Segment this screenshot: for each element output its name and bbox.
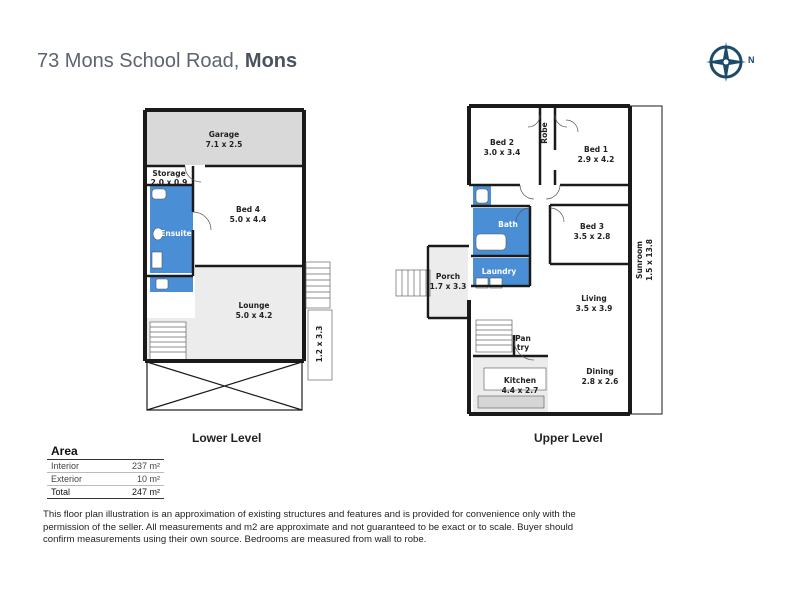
- area-row-value: 10 m²: [136, 474, 160, 484]
- area-row: [47, 460, 164, 473]
- disclaimer-text: This floor plan illustration is an approximation of existing structures and features and is provided for convenience only with the permission of the seller. All measurements and m2 are approximate and not guaranteed to be exact or to scale. Buyer should confirm measurements using their own source. Bedrooms are measured from wall to robe.: [43, 509, 576, 546]
- pantry-label-2: try: [516, 343, 530, 352]
- address-street: 73 Mons School Road,: [37, 50, 240, 72]
- porch-label: Porch: [435, 272, 461, 281]
- address-suburb: Mons: [244, 50, 298, 72]
- area-row-value: 237 m²: [131, 461, 160, 471]
- area-title: Area: [47, 444, 164, 460]
- laundry-label: Laundry: [481, 267, 517, 276]
- ensuite-label: Ensuite: [160, 229, 192, 238]
- lower-level-plan: [145, 110, 332, 410]
- sunroom-size: 1.5 x 13.8: [645, 239, 654, 281]
- storage-label: Storage: [152, 169, 186, 178]
- bed2-label: Bed 2: [489, 138, 515, 147]
- bed1-label: Bed 1: [583, 145, 609, 154]
- living-size: 3.5 x 3.9: [575, 304, 613, 313]
- bath-label: Bath: [498, 220, 518, 229]
- compass-north-label: N: [748, 55, 755, 65]
- kitchen-size: 4.4 x 2.7: [501, 386, 539, 395]
- lower-level-label: Lower Level: [192, 431, 262, 445]
- area-row-label: Total: [51, 487, 71, 497]
- area-row-label: Exterior: [51, 474, 83, 484]
- kitchen-label: Kitchen: [503, 376, 537, 385]
- upper-level-label: Upper Level: [534, 431, 603, 445]
- area-row-value: 247 m²: [131, 487, 160, 497]
- upper-level-plan: [396, 106, 662, 414]
- garage-size: 7.1 x 2.5: [205, 140, 243, 149]
- area-table: [47, 444, 164, 499]
- bed1-size: 2.9 x 4.2: [577, 155, 615, 164]
- area-row-label: Interior: [51, 461, 80, 471]
- deck-size: 1.2 x 3.3: [315, 325, 324, 363]
- robe-label: Robe: [540, 122, 549, 144]
- lounge-label: Lounge: [238, 301, 270, 310]
- bed2-size: 3.0 x 3.4: [483, 148, 521, 157]
- bed3-label: Bed 3: [579, 222, 605, 231]
- sunroom-label: Sunroom: [635, 241, 644, 279]
- garage-label: Garage: [208, 130, 240, 139]
- area-row: [47, 473, 164, 486]
- storage-size: 2.0 x 0.9: [150, 178, 188, 187]
- living-label: Living: [581, 294, 607, 303]
- porch-size: 1.7 x 3.3: [429, 282, 467, 291]
- lounge-size: 5.0 x 4.2: [235, 311, 273, 320]
- area-row-total: [47, 486, 164, 499]
- pantry-label-1: Pan: [515, 334, 531, 343]
- dining-label: Dining: [586, 367, 614, 376]
- bed3-size: 3.5 x 2.8: [573, 232, 611, 241]
- bed4-label: Bed 4: [235, 205, 261, 214]
- dining-size: 2.8 x 2.6: [581, 377, 619, 386]
- bed4-size: 5.0 x 4.4: [229, 215, 267, 224]
